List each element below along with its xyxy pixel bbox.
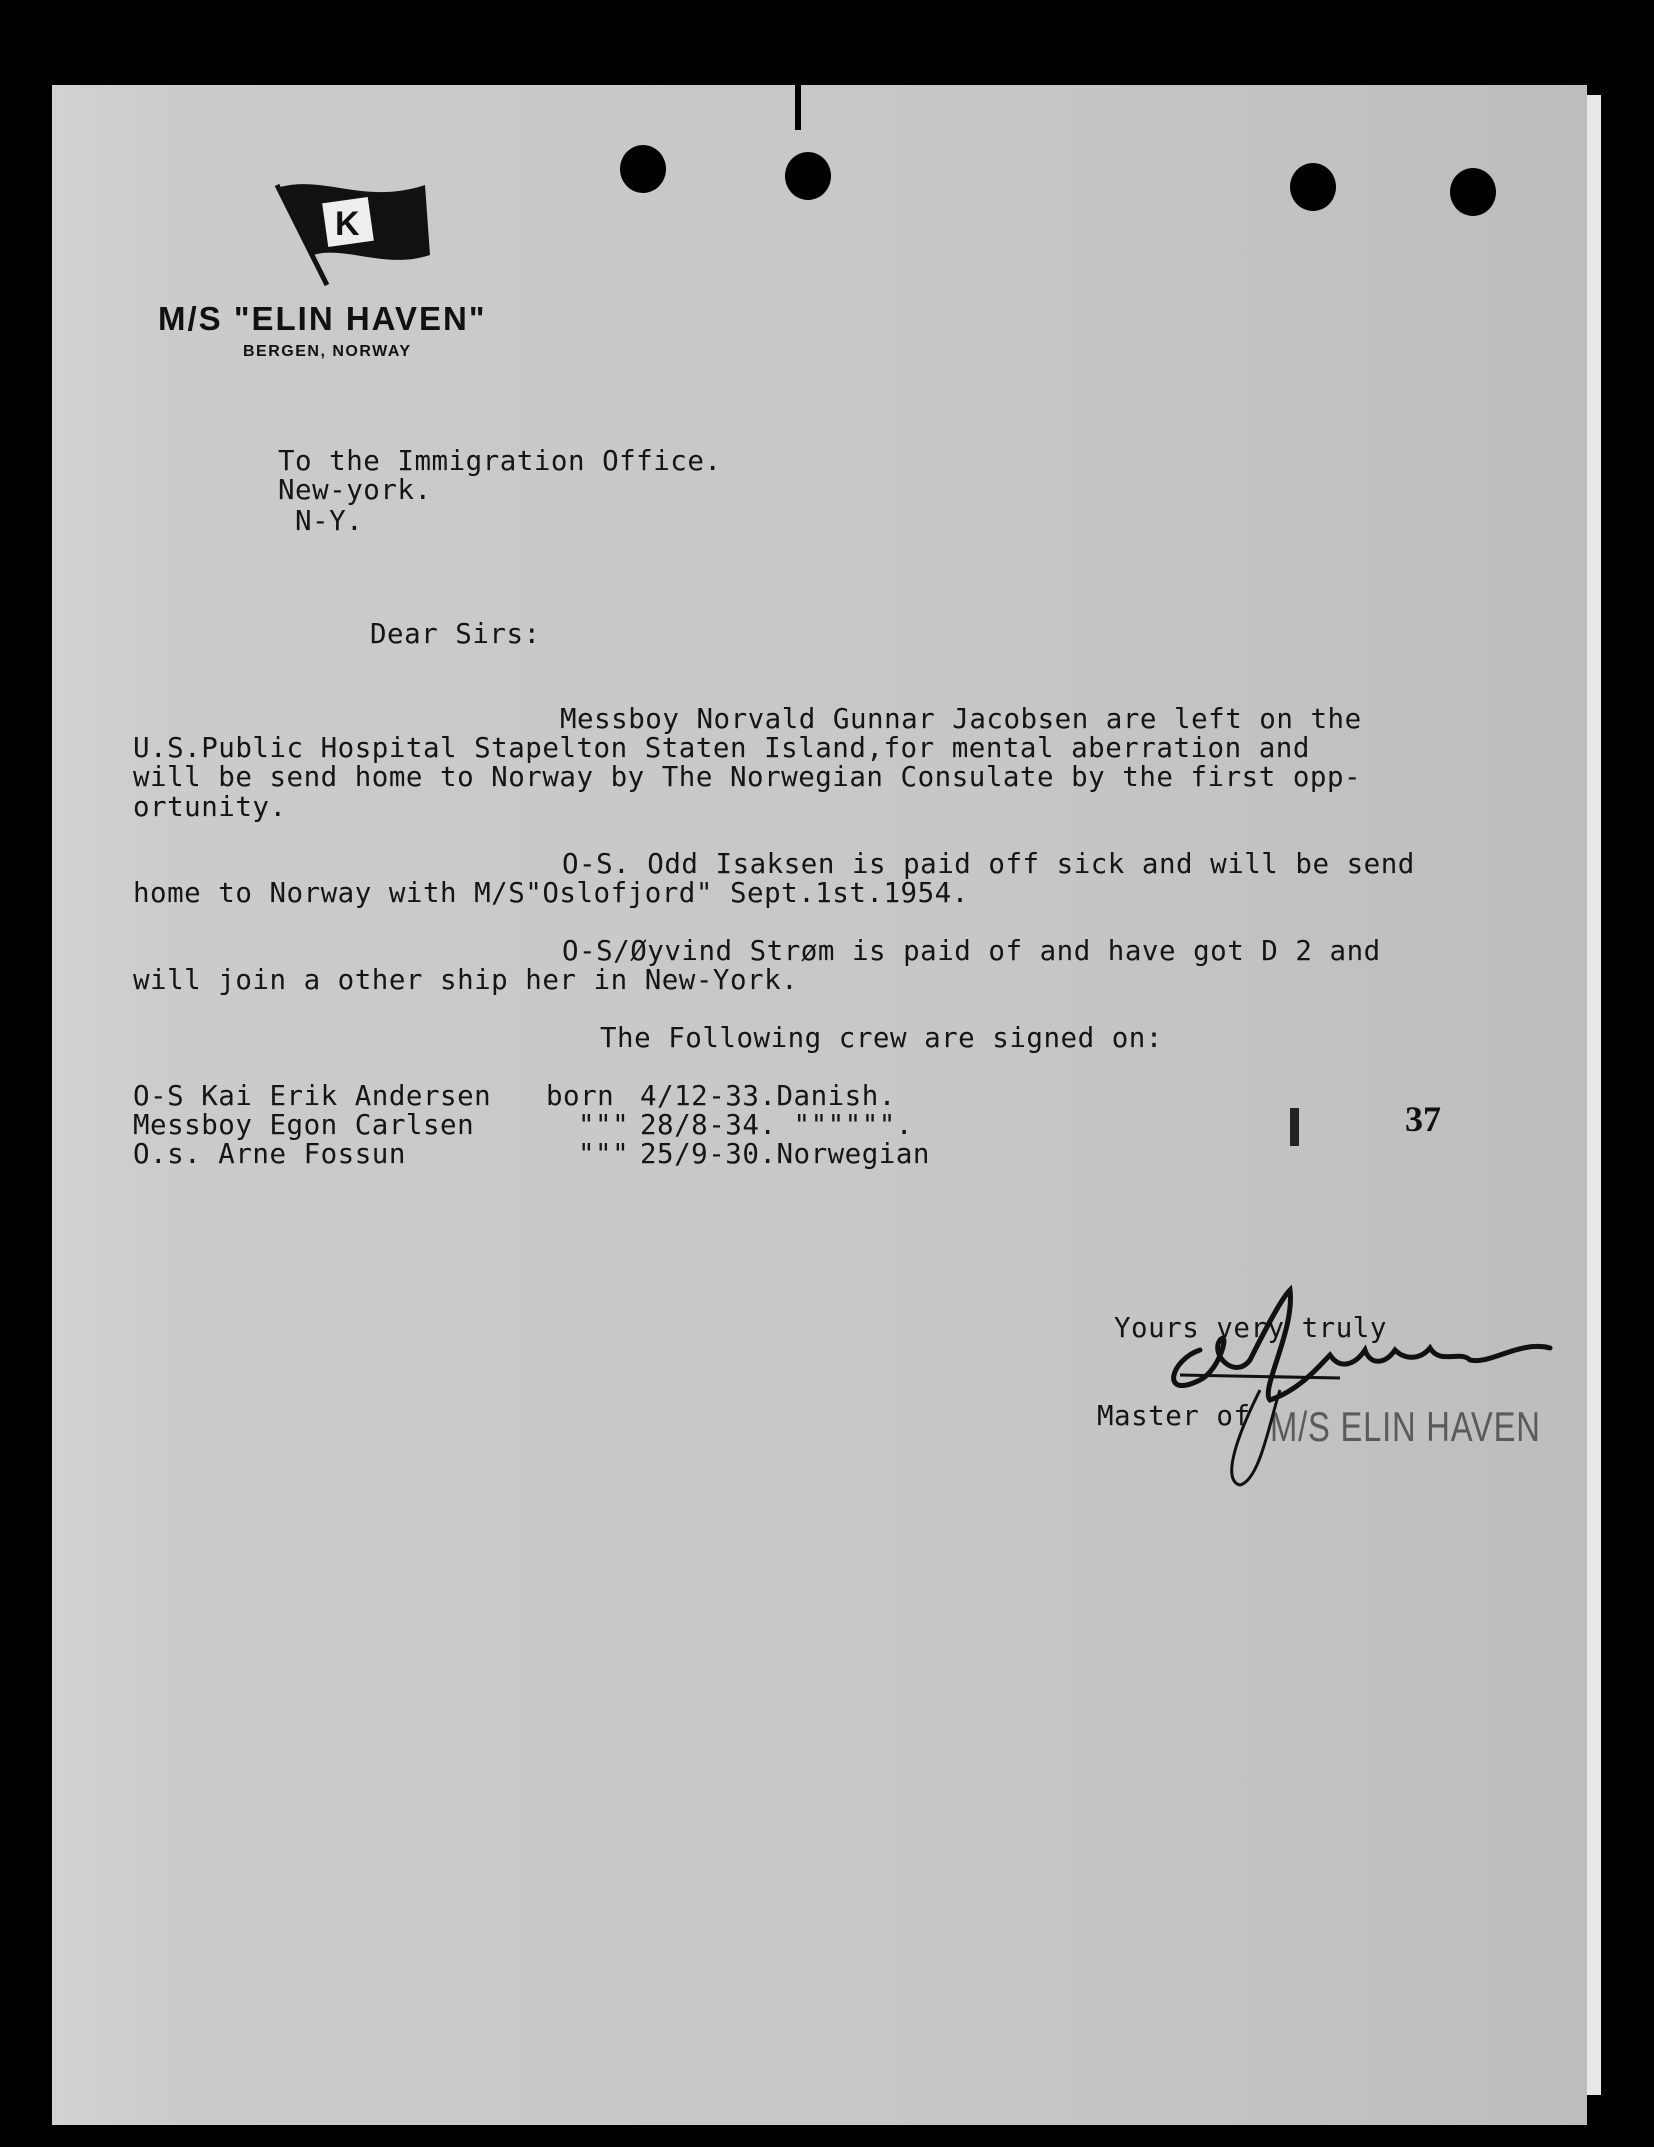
body-line: home to Norway with M/S"Oslofjord" Sept.1st.1954. bbox=[133, 877, 969, 909]
body-line: U.S.Public Hospital Stapelton Staten Island,for mental aberration and bbox=[133, 732, 1310, 764]
crew-date: 25/9-30.Norwegian bbox=[640, 1138, 930, 1170]
body-line: O-S. Odd Isaksen is paid off sick and will be send bbox=[562, 848, 1415, 880]
paper-edge bbox=[1587, 95, 1601, 2095]
crew-heading: The Following crew are signed on: bbox=[600, 1022, 1163, 1054]
punch-hole bbox=[1450, 168, 1496, 216]
address-line-3: N-Y. bbox=[295, 505, 364, 537]
ship-stamp: M/S ELIN HAVEN bbox=[1270, 1403, 1541, 1450]
letterhead-ship-name: M/S "ELIN HAVEN" bbox=[158, 300, 487, 337]
flag-logo-icon bbox=[265, 175, 435, 295]
page-number: 37 bbox=[1405, 1099, 1441, 1139]
crew-date: 28/8-34. """""". bbox=[640, 1109, 913, 1141]
address-line-1: To the Immigration Office. bbox=[278, 445, 722, 477]
closing-yours: Yours very truly bbox=[1114, 1312, 1387, 1344]
punch-hole bbox=[1290, 163, 1336, 211]
body-line: O-S/Øyvind Strøm is paid of and have got D 2 and bbox=[562, 935, 1381, 967]
punch-hole bbox=[620, 145, 666, 193]
crew-date: 4/12-33.Danish. bbox=[640, 1080, 896, 1112]
handwritten-signature-icon bbox=[1140, 1270, 1590, 1500]
flag-letter: K bbox=[335, 205, 360, 243]
body-line: will be send home to Norway by The Norwegian Consulate by the first opp- bbox=[133, 761, 1362, 793]
staple-mark bbox=[795, 60, 801, 130]
crew-born: """ bbox=[578, 1138, 630, 1170]
crew-born: """ bbox=[578, 1109, 630, 1141]
crew-name: O-S Kai Erik Andersen bbox=[133, 1080, 492, 1112]
crew-name: O.s. Arne Fossun bbox=[133, 1138, 406, 1170]
salutation: Dear Sirs: bbox=[370, 618, 541, 650]
address-line-2: New-york. bbox=[278, 474, 432, 506]
body-line: ortunity. bbox=[133, 791, 287, 823]
body-line: Messboy Norvald Gunnar Jacobsen are left on the bbox=[560, 703, 1362, 735]
punch-hole bbox=[785, 152, 831, 200]
letterhead-city: BERGEN, NORWAY bbox=[243, 343, 412, 360]
closing-master: Master of bbox=[1097, 1400, 1251, 1432]
crew-name: Messboy Egon Carlsen bbox=[133, 1109, 475, 1141]
margin-mark bbox=[1290, 1108, 1299, 1146]
crew-born: born bbox=[546, 1080, 615, 1112]
body-line: will join a other ship her in New-York. bbox=[133, 964, 799, 996]
